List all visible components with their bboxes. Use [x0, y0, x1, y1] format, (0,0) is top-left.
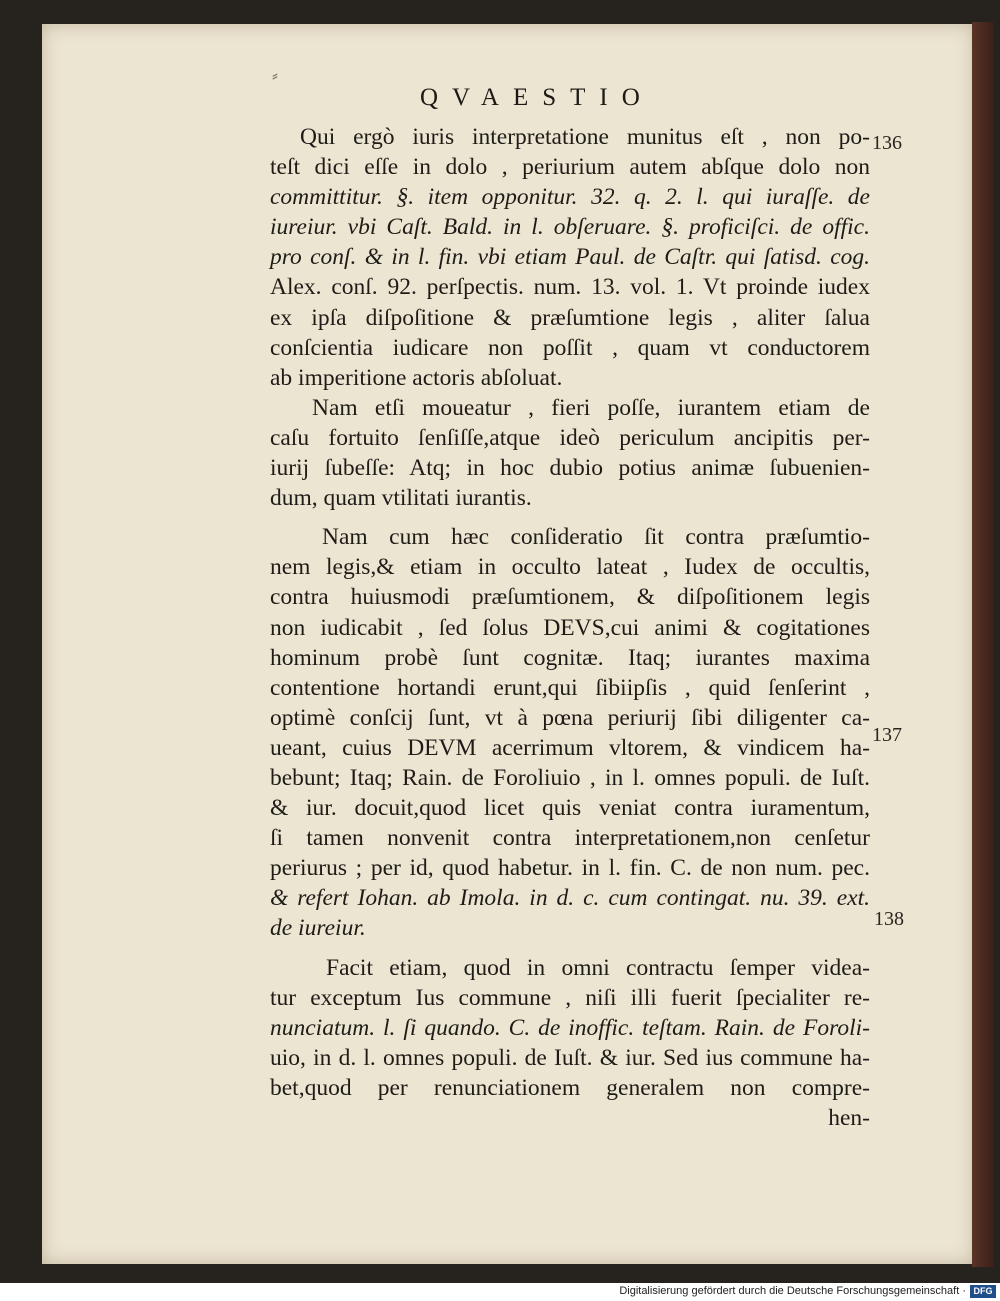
text-line: de iureiur. — [270, 915, 366, 942]
margin-number: 138 — [874, 908, 904, 930]
text-line: ab imperitione actoris abſoluat. — [270, 364, 563, 391]
text-line: committitur. §. item opponitur. 32. q. 2. l. qui iuraſſe. de — [270, 184, 870, 211]
text-line: Facit etiam, quod in omni contractu ſemper videa- — [326, 954, 870, 981]
text-line: tur exceptum Ius commune , niſi illi fuerit ſpecialiter re- — [270, 984, 870, 1011]
text-line: & iur. docuit,quod licet quis veniat contra iuramentum, — [270, 795, 870, 822]
text-line: ſi tamen nonvenit contra interpretationem,non cenſetur — [270, 825, 870, 852]
text-line: non iudicabit , ſed ſolus DEVS,cui animi & cogitationes — [270, 614, 870, 641]
text-line: uio, in d. l. omnes populi. de Iuſt. & iur. Sed ius commune ha- — [270, 1044, 870, 1071]
text-line: iurij ſubeſſe: Atq; in hoc dubio potius animæ ſubuenien- — [270, 455, 870, 482]
corner-mark: ⸗ — [272, 65, 280, 85]
paragraph-4 — [270, 953, 870, 1134]
running-head: QVAESTIO — [420, 84, 654, 111]
paragraph-2 — [270, 393, 870, 513]
body-text — [270, 122, 870, 1133]
text-line: Alex. conſ. 92. perſpectis. num. 13. vol. 1. Vt proinde iudex — [270, 274, 870, 301]
text-line: ueant, cuius DEVM acerrimum vltorem, & vindicem ha- — [270, 734, 870, 761]
dfg-logo: DFG — [970, 1285, 996, 1298]
paragraph-1 — [270, 122, 870, 393]
margin-number: 137 — [872, 724, 902, 746]
text-line: nem legis,& etiam in occulto lateat , Iudex de occultis, — [270, 554, 870, 581]
text-line: conſcientia iudicare non poſſit , quam vt conductorem — [270, 334, 870, 361]
footer-credit: Digitalisierung gefördert durch die Deutsche Forschungsgemeinschaft · — [619, 1285, 966, 1297]
text-line: optimè conſcij ſunt, vt à pœna periurij ſibi diligenter ca- — [270, 704, 870, 731]
text-line: bet,quod per renunciationem generalem non compre- — [270, 1074, 870, 1101]
text-line: nunciatum. l. ſi quando. C. de inoffic. teſtam. Rain. de Foroli- — [270, 1014, 870, 1041]
text-line: teſt dici eſſe in dolo , periurium autem abſque dolo non — [270, 154, 870, 181]
text-line: Nam etſi moueatur , fieri poſſe, iurantem etiam de — [312, 394, 870, 421]
text-line: contentione hortandi erunt,qui ſibiipſis , quid ſenſerint , — [270, 674, 870, 701]
text-line: pro conſ. & in l. fin. vbi etiam Paul. de Caſtr. qui ſatisd. cog. — [270, 244, 870, 271]
text-line: caſu fortuito ſenſiſſe,atque ideò periculum ancipitis per- — [270, 424, 870, 451]
paragraph-3 — [270, 522, 870, 943]
text-line: periurus ; per id, quod habetur. in l. fin. C. de non num. pec. — [270, 855, 870, 882]
text-line: ex ipſa diſpoſitione & præſumtione legis , aliter ſalua — [270, 304, 870, 331]
text-line: iureiur. vbi Caſt. Bald. in l. obſeruare. §. proficiſci. de offic. — [270, 214, 870, 241]
text-line: dum, quam vtilitati iurantis. — [270, 485, 532, 512]
book-spine — [972, 22, 994, 1267]
text-line: Nam cum hæc conſideratio ſit contra præſumtio- — [322, 524, 870, 551]
text-line: hominum probè ſunt cognitæ. Itaq; iurantes maxima — [270, 644, 870, 671]
text-line: Qui ergò iuris interpretatione munitus eſt , non po- — [300, 124, 870, 150]
text-line: contra huiusmodi præſumtionem, & diſpoſitionem legis — [270, 584, 870, 611]
footer-bar — [0, 1283, 1000, 1301]
margin-number: 136 — [872, 132, 902, 154]
text-line: & refert Iohan. ab Imola. in d. c. cum contingat. nu. 39. ext. — [270, 885, 870, 912]
text-line: bebunt; Itaq; Rain. de Foroliuio , in l. omnes populi. de Iuſt. — [270, 764, 870, 791]
text-line: hen- — [828, 1105, 870, 1131]
